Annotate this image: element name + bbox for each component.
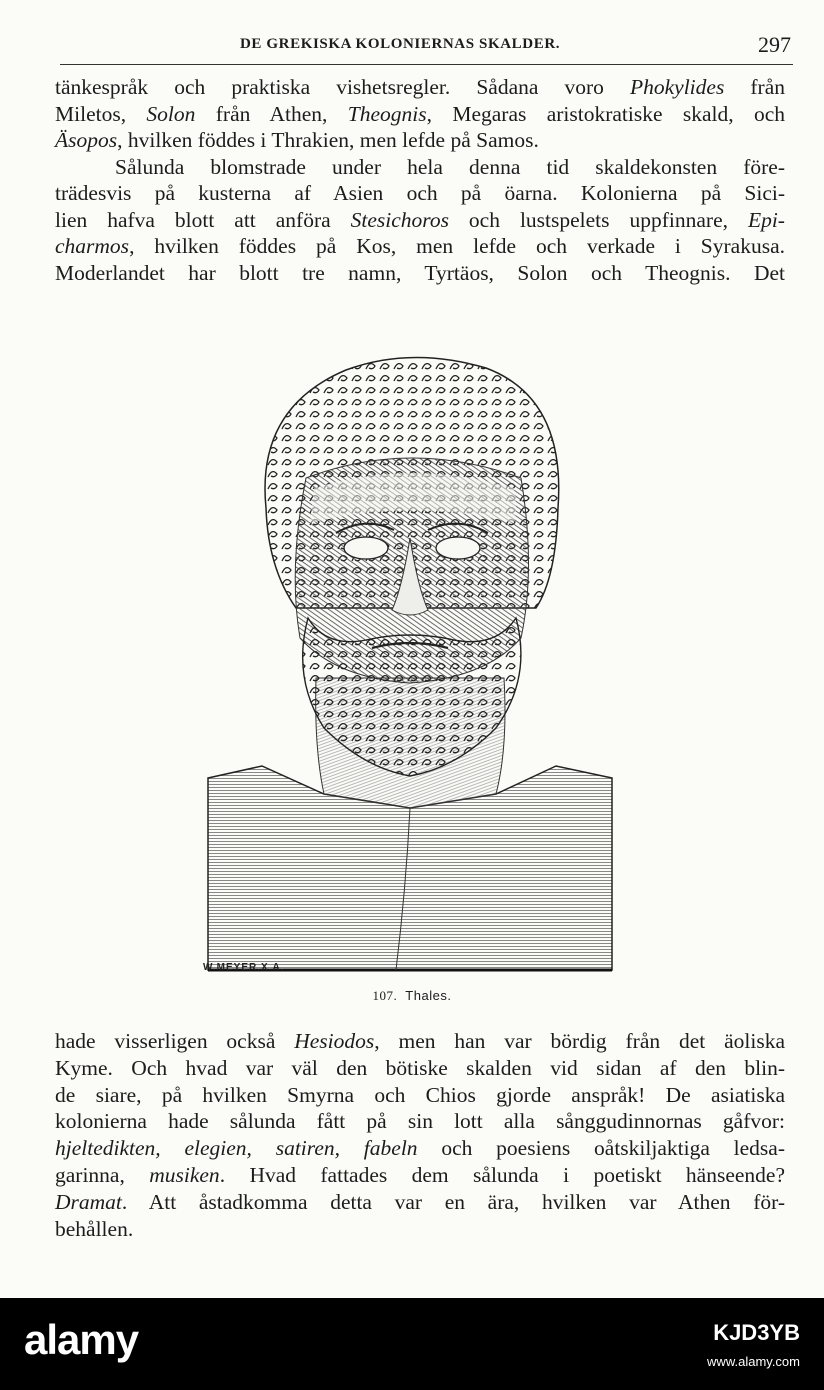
caption-number: 107. — [372, 988, 398, 1003]
watermark-logo: alamy — [24, 1316, 139, 1363]
figure-caption — [0, 988, 824, 1004]
text-line: garinna, musiken. Hvad fattades dem sålunda i poetiskt hänseende? — [55, 1162, 786, 1187]
text-line: Sålunda blomstrade under hela denna tid skaldekonsten före- — [115, 154, 785, 179]
running-header — [60, 34, 793, 65]
text-line: Moderlandet har blott tre namn, Tyrtäos, Solon och Theognis. Det — [55, 260, 785, 285]
text-line: Äsopos, hvilken föddes i Thrakien, men lefde på Samos. — [55, 128, 539, 152]
watermark-image-id: KJD3YB — [713, 1320, 800, 1345]
engraver-signature: W.MEYER.X.A. — [203, 962, 285, 973]
text-line: Dramat. Att åstadkomma detta var en ära, hvilken var Athen för- — [55, 1189, 785, 1214]
text-line: charmos, hvilken föddes på Kos, men lefde och verkade i Syrakusa. — [55, 234, 785, 258]
caption-text: Thales. — [405, 988, 452, 1003]
text-line: kolonierna hade sålunda fått på sin lott alla sånggudinnornas gåfvor: — [55, 1109, 785, 1134]
text-line: de siare, på hvilken Smyrna och Chios gjorde anspråk! De asiatiska — [55, 1082, 785, 1107]
text-line: tänkespråk och praktiska vishetsregler. Sådana voro Phokylides från — [55, 75, 786, 99]
text-line: hade visserligen också Hesiodos, men han var bördig från det äoliska — [55, 1029, 786, 1053]
text-line: lien hafva blott att anföra Stesichoros och lustspelets uppfinnare, Epi- — [55, 207, 785, 232]
text-line: Miletos, Solon från Athen, Theognis, Megaras aristokratiske skald, och — [55, 101, 786, 126]
text-line: Kyme. Och hvad var väl den bötiske skalden vid sidan af den blin- — [55, 1055, 785, 1080]
bottom-paragraph — [55, 1028, 785, 1242]
top-paragraphs — [55, 74, 785, 286]
watermark-url: www.alamy.com — [707, 1354, 800, 1369]
text-line: behållen. — [55, 1216, 134, 1241]
text-line: trädesvis på kusterna af Asien och på öarna. Kolonierna på Sici- — [55, 181, 785, 205]
running-title: DE GREKISKA KOLONIERNAS SKALDER. — [240, 36, 561, 52]
text-line: hjeltedikten, elegien, satiren, fabeln och poesiens oåtskiljaktiga ledsa- — [55, 1136, 785, 1161]
page-number: 297 — [758, 32, 791, 57]
thales-bust-engraving — [196, 348, 626, 980]
